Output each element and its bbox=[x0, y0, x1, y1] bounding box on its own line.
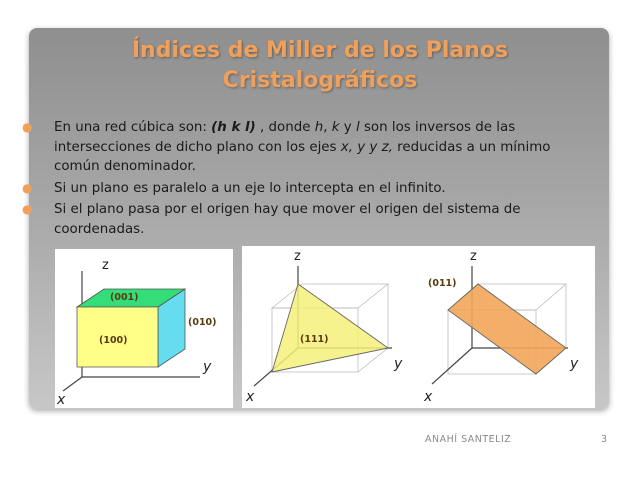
cube-top bbox=[272, 284, 388, 308]
bullet-text: Si un plano es paralelo a un eje lo intercepta en el infinito. bbox=[54, 180, 446, 196]
x-label: x bbox=[246, 389, 255, 405]
bullet-text: y bbox=[339, 120, 356, 135]
y-label: y bbox=[394, 356, 403, 372]
x-label: x bbox=[424, 389, 433, 405]
z-label: z bbox=[102, 258, 109, 273]
plane-011 bbox=[448, 284, 566, 374]
bullet-text: , donde bbox=[255, 120, 315, 135]
bullet-text: Si el plano pasa por el origen hay que mover el origen del sistema de coordenadas. bbox=[54, 202, 521, 237]
page-number: 3 bbox=[601, 434, 608, 445]
y-label: y bbox=[203, 359, 212, 375]
z-label: z bbox=[294, 249, 301, 264]
bullet-text: En una red cúbica son: bbox=[54, 120, 212, 135]
y-label: y bbox=[570, 356, 579, 372]
l-symbol: l bbox=[355, 120, 360, 135]
cube-diagram-111 bbox=[242, 246, 420, 408]
label-111: (111) bbox=[300, 334, 329, 345]
bullet-3 bbox=[22, 200, 597, 239]
bullet-marker-icon: ● bbox=[22, 202, 33, 216]
title-line-2: Cristalográficos bbox=[222, 68, 418, 93]
axes-text: x, y y z, bbox=[340, 139, 393, 155]
title-line-1: Índices de Miller de los Planos bbox=[131, 38, 509, 63]
bullet-marker-icon: ● bbox=[22, 120, 33, 134]
x-axis bbox=[63, 377, 82, 391]
bullet-1 bbox=[22, 118, 597, 177]
footer-author: ANAHÍ SANTELIZ bbox=[425, 434, 512, 445]
k-symbol: k bbox=[331, 120, 340, 135]
x-axis bbox=[432, 348, 472, 384]
slide-title bbox=[60, 36, 580, 96]
h-symbol: h bbox=[314, 120, 324, 135]
bullet-text: reducidas a un mínimo común denominador. bbox=[54, 139, 551, 174]
x-label: x bbox=[57, 392, 66, 408]
label-001: (001) bbox=[110, 292, 139, 303]
label-010: (010) bbox=[188, 317, 217, 328]
bullet-text: , bbox=[323, 120, 332, 135]
bullet-2 bbox=[22, 179, 597, 199]
label-100: (100) bbox=[99, 335, 128, 346]
bullet-list bbox=[22, 118, 597, 241]
plane-111 bbox=[272, 284, 388, 372]
bullet-text: son los inversos de las intersecciones de dicho plano con los ejes bbox=[54, 120, 516, 155]
cube-diagram-100 bbox=[55, 249, 233, 408]
cube-diagram-011 bbox=[420, 246, 595, 408]
cube-side bbox=[358, 284, 388, 372]
z-label: z bbox=[470, 249, 477, 264]
hkl-notation: (h k l) bbox=[211, 120, 256, 135]
bullet-marker-icon: ● bbox=[22, 180, 33, 195]
label-011: (011) bbox=[428, 278, 457, 289]
